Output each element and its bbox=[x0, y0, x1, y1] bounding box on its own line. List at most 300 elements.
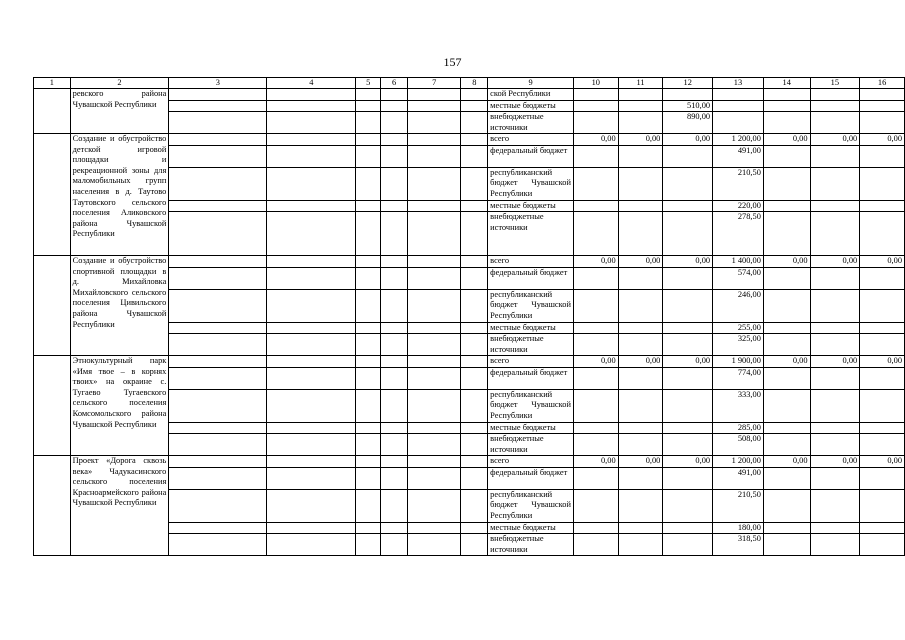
budget-table bbox=[33, 77, 905, 556]
project-name: Создание и обустройство спортивной площадки в д. Михайловка Михайловского сельского поселения Цивильского района Чувашской Республики bbox=[70, 256, 169, 356]
empty-cell bbox=[267, 422, 356, 434]
value-cell: 0,00 bbox=[618, 356, 663, 368]
empty-cell bbox=[267, 389, 356, 422]
value-cell bbox=[763, 200, 810, 212]
value-cell bbox=[763, 434, 810, 456]
table-row bbox=[34, 134, 905, 146]
value-cell: 0,00 bbox=[663, 356, 713, 368]
value-cell bbox=[663, 389, 713, 422]
empty-cell bbox=[381, 489, 408, 522]
value-cell bbox=[860, 267, 905, 289]
empty-cell bbox=[461, 212, 488, 256]
empty-cell bbox=[407, 100, 460, 112]
empty-cell bbox=[267, 289, 356, 322]
column-number: 11 bbox=[618, 78, 663, 89]
fund-source: республиканский бюджет Чувашской Республики bbox=[488, 289, 574, 322]
empty-cell bbox=[169, 434, 267, 456]
empty-cell bbox=[407, 467, 460, 489]
empty-cell bbox=[169, 422, 267, 434]
value-cell bbox=[860, 534, 905, 556]
empty-cell bbox=[407, 389, 460, 422]
empty-cell bbox=[169, 322, 267, 334]
value-cell: 210,50 bbox=[713, 167, 764, 200]
empty-cell bbox=[407, 267, 460, 289]
value-cell bbox=[618, 467, 663, 489]
value-cell bbox=[713, 112, 764, 134]
empty-cell bbox=[381, 89, 408, 101]
row-index-cell bbox=[34, 256, 71, 356]
value-cell: 1 900,00 bbox=[713, 356, 764, 368]
value-cell bbox=[763, 322, 810, 334]
value-cell bbox=[573, 112, 618, 134]
project-name: Создание и обустройство детской игровой площадки и рекреационной зоны для маломобильных групп населения в д. Таутово Таутовского сельского поселения Аликовского района Чувашской Республики bbox=[70, 134, 169, 256]
value-cell bbox=[763, 167, 810, 200]
value-cell bbox=[810, 167, 860, 200]
empty-cell bbox=[381, 100, 408, 112]
fund-source: местные бюджеты bbox=[488, 322, 574, 334]
empty-cell bbox=[169, 456, 267, 468]
value-cell: 0,00 bbox=[618, 256, 663, 268]
value-cell bbox=[573, 389, 618, 422]
value-cell bbox=[573, 334, 618, 356]
value-cell: 1 200,00 bbox=[713, 134, 764, 146]
empty-cell bbox=[407, 534, 460, 556]
value-cell bbox=[713, 100, 764, 112]
value-cell bbox=[663, 367, 713, 389]
empty-cell bbox=[169, 100, 267, 112]
value-cell: 0,00 bbox=[810, 134, 860, 146]
fund-source: внебюджетные источники bbox=[488, 434, 574, 456]
empty-cell bbox=[407, 167, 460, 200]
value-cell bbox=[810, 145, 860, 167]
empty-cell bbox=[381, 367, 408, 389]
table-row bbox=[34, 356, 905, 368]
column-number: 8 bbox=[461, 78, 488, 89]
value-cell bbox=[663, 534, 713, 556]
empty-cell bbox=[381, 422, 408, 434]
value-cell bbox=[860, 467, 905, 489]
value-cell: 0,00 bbox=[763, 134, 810, 146]
project-name: Этнокультурный парк «Имя твое – в корнях твоих» на окраине с. Тугаево Тугаевского сельского поселения Комсомольского района Чувашской Республики bbox=[70, 356, 169, 456]
value-cell bbox=[860, 367, 905, 389]
value-cell bbox=[763, 212, 810, 256]
value-cell bbox=[763, 522, 810, 534]
value-cell bbox=[860, 145, 905, 167]
empty-cell bbox=[169, 534, 267, 556]
value-cell bbox=[810, 389, 860, 422]
column-number: 4 bbox=[267, 78, 356, 89]
empty-cell bbox=[407, 489, 460, 522]
empty-cell bbox=[267, 100, 356, 112]
value-cell bbox=[763, 389, 810, 422]
empty-cell bbox=[461, 422, 488, 434]
value-cell bbox=[763, 100, 810, 112]
empty-cell bbox=[407, 322, 460, 334]
value-cell bbox=[618, 534, 663, 556]
empty-cell bbox=[407, 422, 460, 434]
value-cell bbox=[860, 112, 905, 134]
empty-cell bbox=[356, 134, 381, 146]
value-cell: 318,50 bbox=[713, 534, 764, 556]
empty-cell bbox=[381, 334, 408, 356]
empty-cell bbox=[461, 289, 488, 322]
value-cell bbox=[860, 334, 905, 356]
value-cell bbox=[573, 422, 618, 434]
value-cell bbox=[663, 334, 713, 356]
empty-cell bbox=[356, 534, 381, 556]
empty-cell bbox=[461, 256, 488, 268]
value-cell: 0,00 bbox=[618, 456, 663, 468]
empty-cell bbox=[267, 267, 356, 289]
value-cell bbox=[573, 322, 618, 334]
empty-cell bbox=[461, 112, 488, 134]
value-cell: 0,00 bbox=[618, 134, 663, 146]
fund-source: внебюджетные источники bbox=[488, 534, 574, 556]
empty-cell bbox=[267, 534, 356, 556]
value-cell bbox=[618, 200, 663, 212]
empty-cell bbox=[356, 145, 381, 167]
value-cell bbox=[763, 112, 810, 134]
empty-cell bbox=[356, 200, 381, 212]
value-cell bbox=[763, 89, 810, 101]
empty-cell bbox=[461, 434, 488, 456]
value-cell bbox=[663, 145, 713, 167]
empty-cell bbox=[169, 467, 267, 489]
value-cell bbox=[573, 289, 618, 322]
value-cell: 180,00 bbox=[713, 522, 764, 534]
table-row bbox=[34, 89, 905, 101]
value-cell bbox=[618, 100, 663, 112]
fund-source: внебюджетные источники bbox=[488, 334, 574, 356]
empty-cell bbox=[381, 167, 408, 200]
value-cell: 325,00 bbox=[713, 334, 764, 356]
empty-cell bbox=[461, 356, 488, 368]
value-cell: 508,00 bbox=[713, 434, 764, 456]
empty-cell bbox=[461, 167, 488, 200]
fund-source: местные бюджеты bbox=[488, 200, 574, 212]
value-cell: 0,00 bbox=[860, 256, 905, 268]
value-cell bbox=[810, 489, 860, 522]
empty-cell bbox=[461, 322, 488, 334]
empty-cell bbox=[169, 112, 267, 134]
empty-cell bbox=[169, 522, 267, 534]
empty-cell bbox=[356, 367, 381, 389]
value-cell bbox=[573, 522, 618, 534]
empty-cell bbox=[461, 367, 488, 389]
empty-cell bbox=[381, 434, 408, 456]
value-cell: 210,50 bbox=[713, 489, 764, 522]
value-cell bbox=[860, 422, 905, 434]
value-cell: 0,00 bbox=[763, 356, 810, 368]
empty-cell bbox=[461, 134, 488, 146]
value-cell bbox=[663, 267, 713, 289]
empty-cell bbox=[407, 112, 460, 134]
column-number: 2 bbox=[70, 78, 169, 89]
value-cell bbox=[618, 522, 663, 534]
value-cell bbox=[763, 422, 810, 434]
value-cell bbox=[663, 200, 713, 212]
value-cell bbox=[763, 267, 810, 289]
row-index-cell bbox=[34, 356, 71, 456]
value-cell bbox=[663, 212, 713, 256]
value-cell bbox=[573, 467, 618, 489]
empty-cell bbox=[356, 489, 381, 522]
value-cell: 220,00 bbox=[713, 200, 764, 212]
column-number-row bbox=[34, 78, 905, 89]
column-number: 13 bbox=[713, 78, 764, 89]
value-cell: 0,00 bbox=[573, 356, 618, 368]
empty-cell bbox=[267, 200, 356, 212]
empty-cell bbox=[356, 467, 381, 489]
empty-cell bbox=[356, 89, 381, 101]
fund-source: республиканский бюджет Чувашской Республики bbox=[488, 389, 574, 422]
row-index-cell bbox=[34, 456, 71, 556]
empty-cell bbox=[356, 456, 381, 468]
value-cell: 491,00 bbox=[713, 467, 764, 489]
column-number: 10 bbox=[573, 78, 618, 89]
value-cell bbox=[663, 289, 713, 322]
empty-cell bbox=[381, 267, 408, 289]
empty-cell bbox=[381, 112, 408, 134]
fund-source: местные бюджеты bbox=[488, 522, 574, 534]
value-cell bbox=[573, 212, 618, 256]
value-cell bbox=[810, 434, 860, 456]
empty-cell bbox=[169, 200, 267, 212]
empty-cell bbox=[267, 134, 356, 146]
value-cell bbox=[663, 167, 713, 200]
empty-cell bbox=[169, 145, 267, 167]
empty-cell bbox=[381, 134, 408, 146]
empty-cell bbox=[461, 489, 488, 522]
value-cell bbox=[860, 212, 905, 256]
value-cell bbox=[810, 467, 860, 489]
empty-cell bbox=[461, 334, 488, 356]
value-cell bbox=[810, 522, 860, 534]
value-cell bbox=[573, 489, 618, 522]
value-cell: 1 200,00 bbox=[713, 456, 764, 468]
value-cell: 774,00 bbox=[713, 367, 764, 389]
value-cell: 0,00 bbox=[763, 456, 810, 468]
value-cell bbox=[810, 334, 860, 356]
value-cell bbox=[763, 334, 810, 356]
empty-cell bbox=[356, 389, 381, 422]
value-cell bbox=[618, 389, 663, 422]
value-cell bbox=[618, 267, 663, 289]
fund-source: всего bbox=[488, 456, 574, 468]
value-cell bbox=[618, 489, 663, 522]
empty-cell bbox=[356, 256, 381, 268]
empty-cell bbox=[407, 145, 460, 167]
column-number: 15 bbox=[810, 78, 860, 89]
empty-cell bbox=[169, 212, 267, 256]
value-cell: 0,00 bbox=[573, 256, 618, 268]
empty-cell bbox=[407, 334, 460, 356]
fund-source: всего bbox=[488, 134, 574, 146]
row-index-cell bbox=[34, 134, 71, 256]
value-cell: 285,00 bbox=[713, 422, 764, 434]
empty-cell bbox=[381, 356, 408, 368]
fund-source: внебюджетные источники bbox=[488, 112, 574, 134]
empty-cell bbox=[169, 267, 267, 289]
value-cell: 0,00 bbox=[860, 134, 905, 146]
empty-cell bbox=[381, 534, 408, 556]
value-cell bbox=[810, 89, 860, 101]
value-cell bbox=[618, 145, 663, 167]
empty-cell bbox=[267, 467, 356, 489]
empty-cell bbox=[461, 534, 488, 556]
fund-source: федеральный бюджет bbox=[488, 367, 574, 389]
empty-cell bbox=[169, 134, 267, 146]
empty-cell bbox=[381, 467, 408, 489]
empty-cell bbox=[461, 389, 488, 422]
value-cell bbox=[810, 267, 860, 289]
value-cell bbox=[573, 100, 618, 112]
value-cell bbox=[618, 167, 663, 200]
value-cell bbox=[860, 100, 905, 112]
fund-source: всего bbox=[488, 356, 574, 368]
empty-cell bbox=[267, 112, 356, 134]
value-cell bbox=[618, 422, 663, 434]
value-cell: 0,00 bbox=[810, 456, 860, 468]
value-cell bbox=[663, 467, 713, 489]
column-number: 14 bbox=[763, 78, 810, 89]
empty-cell bbox=[169, 289, 267, 322]
empty-cell bbox=[267, 434, 356, 456]
empty-cell bbox=[169, 256, 267, 268]
fund-source: республиканский бюджет Чувашской Республики bbox=[488, 167, 574, 200]
value-cell: 0,00 bbox=[810, 356, 860, 368]
column-number: 12 bbox=[663, 78, 713, 89]
value-cell: 574,00 bbox=[713, 267, 764, 289]
empty-cell bbox=[407, 367, 460, 389]
column-number: 9 bbox=[488, 78, 574, 89]
value-cell bbox=[663, 434, 713, 456]
value-cell bbox=[713, 89, 764, 101]
value-cell: 255,00 bbox=[713, 322, 764, 334]
empty-cell bbox=[381, 522, 408, 534]
empty-cell bbox=[461, 100, 488, 112]
value-cell: 1 400,00 bbox=[713, 256, 764, 268]
value-cell bbox=[860, 489, 905, 522]
value-cell: 0,00 bbox=[663, 256, 713, 268]
value-cell bbox=[860, 389, 905, 422]
empty-cell bbox=[267, 89, 356, 101]
value-cell bbox=[573, 200, 618, 212]
value-cell bbox=[860, 289, 905, 322]
fund-source: внебюджетные источники bbox=[488, 212, 574, 256]
value-cell bbox=[618, 89, 663, 101]
value-cell bbox=[810, 200, 860, 212]
empty-cell bbox=[381, 389, 408, 422]
fund-source: республиканский бюджет Чувашской Республики bbox=[488, 489, 574, 522]
empty-cell bbox=[381, 200, 408, 212]
value-cell bbox=[663, 322, 713, 334]
value-cell: 510,00 bbox=[663, 100, 713, 112]
value-cell bbox=[810, 289, 860, 322]
empty-cell bbox=[461, 456, 488, 468]
empty-cell bbox=[407, 434, 460, 456]
fund-source: федеральный бюджет bbox=[488, 145, 574, 167]
empty-cell bbox=[356, 422, 381, 434]
value-cell bbox=[810, 422, 860, 434]
value-cell bbox=[860, 522, 905, 534]
value-cell bbox=[573, 434, 618, 456]
column-number: 7 bbox=[407, 78, 460, 89]
value-cell bbox=[618, 367, 663, 389]
empty-cell bbox=[461, 467, 488, 489]
empty-cell bbox=[381, 212, 408, 256]
empty-cell bbox=[169, 489, 267, 522]
column-number: 5 bbox=[356, 78, 381, 89]
value-cell bbox=[618, 112, 663, 134]
fund-source: местные бюджеты bbox=[488, 422, 574, 434]
empty-cell bbox=[407, 200, 460, 212]
empty-cell bbox=[461, 145, 488, 167]
value-cell bbox=[663, 422, 713, 434]
value-cell bbox=[860, 89, 905, 101]
fund-source: федеральный бюджет bbox=[488, 267, 574, 289]
empty-cell bbox=[461, 200, 488, 212]
empty-cell bbox=[407, 134, 460, 146]
value-cell bbox=[573, 534, 618, 556]
value-cell bbox=[663, 522, 713, 534]
value-cell bbox=[810, 112, 860, 134]
value-cell bbox=[618, 322, 663, 334]
empty-cell bbox=[381, 145, 408, 167]
value-cell: 0,00 bbox=[573, 134, 618, 146]
empty-cell bbox=[381, 289, 408, 322]
empty-cell bbox=[356, 100, 381, 112]
value-cell: 333,00 bbox=[713, 389, 764, 422]
empty-cell bbox=[169, 167, 267, 200]
value-cell bbox=[810, 534, 860, 556]
column-number: 3 bbox=[169, 78, 267, 89]
value-cell bbox=[618, 434, 663, 456]
empty-cell bbox=[356, 322, 381, 334]
empty-cell bbox=[407, 522, 460, 534]
value-cell bbox=[810, 322, 860, 334]
value-cell: 0,00 bbox=[663, 456, 713, 468]
empty-cell bbox=[407, 289, 460, 322]
empty-cell bbox=[356, 434, 381, 456]
value-cell: 0,00 bbox=[860, 456, 905, 468]
empty-cell bbox=[169, 367, 267, 389]
value-cell bbox=[573, 367, 618, 389]
empty-cell bbox=[407, 256, 460, 268]
empty-cell bbox=[461, 522, 488, 534]
value-cell bbox=[763, 289, 810, 322]
empty-cell bbox=[169, 389, 267, 422]
value-cell bbox=[860, 167, 905, 200]
empty-cell bbox=[267, 356, 356, 368]
empty-cell bbox=[381, 322, 408, 334]
value-cell bbox=[763, 367, 810, 389]
value-cell bbox=[860, 434, 905, 456]
empty-cell bbox=[356, 289, 381, 322]
value-cell bbox=[618, 334, 663, 356]
empty-cell bbox=[407, 456, 460, 468]
value-cell: 0,00 bbox=[573, 456, 618, 468]
value-cell bbox=[810, 212, 860, 256]
empty-cell bbox=[267, 322, 356, 334]
column-number: 1 bbox=[34, 78, 71, 89]
empty-cell bbox=[407, 212, 460, 256]
empty-cell bbox=[381, 456, 408, 468]
value-cell: 278,50 bbox=[713, 212, 764, 256]
empty-cell bbox=[356, 112, 381, 134]
empty-cell bbox=[381, 256, 408, 268]
column-number: 6 bbox=[381, 78, 408, 89]
